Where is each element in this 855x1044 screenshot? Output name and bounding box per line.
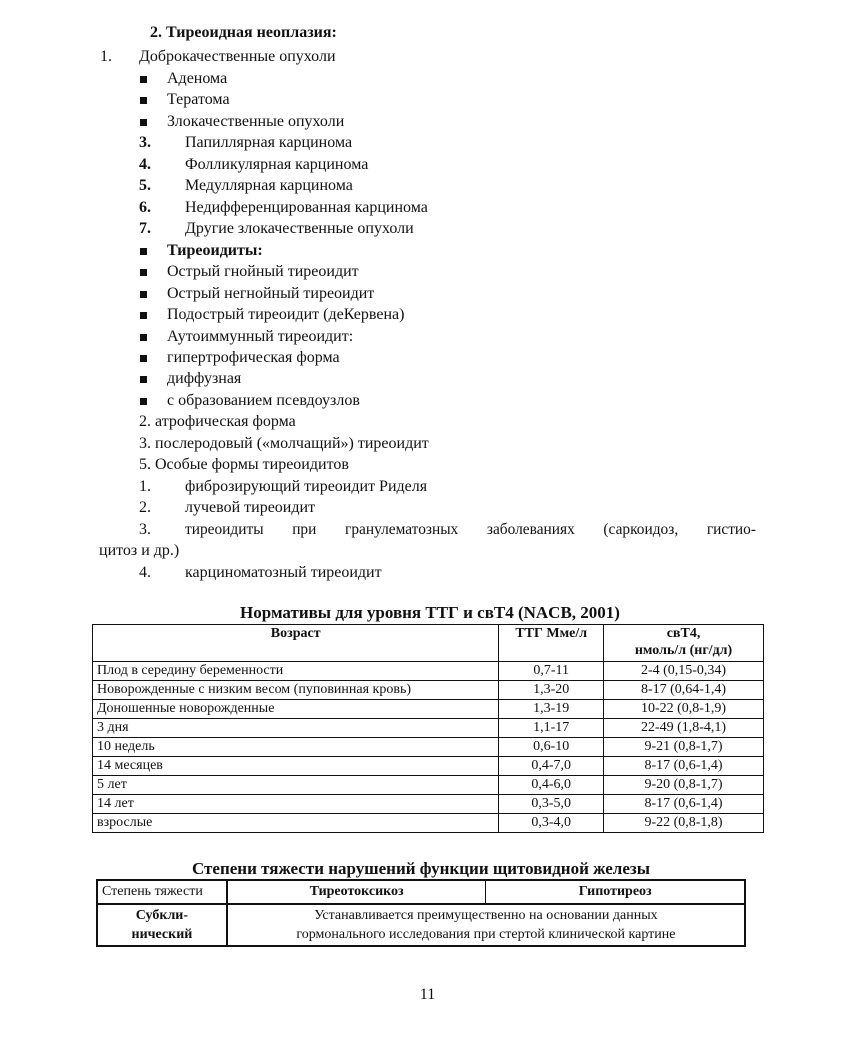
list-item: лучевой тиреоидит xyxy=(185,499,316,516)
list-item: Недифференцированная карцинома xyxy=(185,199,428,216)
table-cell: 0,3-4,0 xyxy=(499,814,604,833)
list-number: 1. xyxy=(100,48,112,65)
list-number: 3. xyxy=(139,134,151,151)
list-item: 5. Особые формы тиреоидитов xyxy=(139,456,349,473)
list-number: 7. xyxy=(139,220,151,237)
table-cell: 8-17 (0,6-1,4) xyxy=(604,795,764,814)
page-number: 11 xyxy=(419,986,436,1003)
table-cell: взрослые xyxy=(93,814,499,833)
list-item: фиброзирующий тиреоидит Риделя xyxy=(185,478,428,495)
table-title: Степени тяжести нарушений функции щитовидной железы xyxy=(192,859,650,878)
table-cell: 8-17 (0,64-1,4) xyxy=(604,681,764,700)
list-item: 3. послеродовый («молчащий») тиреоидит xyxy=(139,435,429,452)
bullet-icon xyxy=(140,76,147,83)
list-number: 4. xyxy=(139,564,151,581)
bullet-icon xyxy=(140,334,147,341)
bullet-item: Острый гнойный тиреоидит xyxy=(139,262,539,282)
table-cell: 0,6-10 xyxy=(499,738,604,757)
list-item-benign: Доброкачественные опухоли xyxy=(139,48,336,65)
table-row xyxy=(93,719,764,738)
table-cell: 14 лет xyxy=(93,795,499,814)
list-item: Папиллярная карцинома xyxy=(185,134,353,151)
table-cell: 10-22 (0,8-1,9) xyxy=(604,700,764,719)
table-cell: 2-4 (0,15-0,34) xyxy=(604,662,764,681)
bullet-icon xyxy=(140,312,147,319)
table-row xyxy=(93,662,764,681)
table-cell: 0,4-7,0 xyxy=(499,757,604,776)
table-row xyxy=(93,757,764,776)
table-cell: 1,3-19 xyxy=(499,700,604,719)
bullet-icon xyxy=(140,248,147,255)
table-cell: 1,1-17 xyxy=(499,719,604,738)
severity-table xyxy=(96,879,746,947)
table-cell: 10 недель xyxy=(93,738,499,757)
table-cell: 0,7-11 xyxy=(499,662,604,681)
table-cell: 0,4-6,0 xyxy=(499,776,604,795)
bullet-icon xyxy=(140,119,147,126)
list-number: 6. xyxy=(139,199,151,216)
section-heading: 2. Тиреоидная неоплазия: xyxy=(150,24,337,41)
table-row xyxy=(93,795,764,814)
table-cell: Субкли- нический xyxy=(97,904,227,946)
norms-table xyxy=(92,624,764,833)
bullet-item: диффузная xyxy=(139,369,539,389)
table-header-row xyxy=(97,880,745,904)
bullet-item: Злокачественные опухоли xyxy=(139,112,439,132)
list-item: Медуллярная карцинома xyxy=(185,177,353,194)
bullet-item: Острый негнойный тиреоидит xyxy=(139,284,539,304)
bullet-icon xyxy=(140,97,147,104)
bullet-item: Тератома xyxy=(139,90,439,110)
column-header-severity: Степень тяжести xyxy=(97,880,227,904)
list-item: Другие злокачественные опухоли xyxy=(185,220,414,237)
bullet-item: гипертрофическая форма xyxy=(139,348,539,368)
bullet-item: Подострый тиреоидит (деКервена) xyxy=(139,305,539,325)
bullet-icon xyxy=(140,291,147,298)
column-header-tsh: ТТГ Мме/л xyxy=(499,625,604,662)
table-cell: 8-17 (0,6-1,4) xyxy=(604,757,764,776)
list-item: 2. атрофическая форма xyxy=(139,413,296,430)
bullet-item: с образованием псевдоузлов xyxy=(139,391,539,411)
table-cell: 9-21 (0,8-1,7) xyxy=(604,738,764,757)
table-cell: 22-49 (1,8-4,1) xyxy=(604,719,764,738)
bullet-item: Аденома xyxy=(139,69,439,89)
bullet-icon xyxy=(140,376,147,383)
table-cell: 9-22 (0,8-1,8) xyxy=(604,814,764,833)
table-cell: 1,3-20 xyxy=(499,681,604,700)
table-row xyxy=(93,814,764,833)
table-header-row xyxy=(93,625,764,662)
list-number: 5. xyxy=(139,177,151,194)
table-row xyxy=(93,700,764,719)
bullet-icon xyxy=(140,269,147,276)
bullet-icon xyxy=(140,355,147,362)
bullet-icon xyxy=(140,398,147,405)
column-header-ft4: свТ4, нмоль/л (нг/дл) xyxy=(604,625,764,662)
list-item: тиреоидиты при гранулематозных заболеваниях (саркоидоз, гистио- xyxy=(185,521,756,538)
table-cell: 9-20 (0,8-1,7) xyxy=(604,776,764,795)
list-number: 4. xyxy=(139,156,151,173)
thyroiditis-heading: Тиреоидиты: xyxy=(167,242,263,259)
table-cell: 5 лет xyxy=(93,776,499,795)
bullet-item xyxy=(139,241,439,261)
list-number: 1. xyxy=(139,478,151,495)
table-row xyxy=(97,904,745,946)
bullet-item: Аутоиммунный тиреоидит: xyxy=(139,327,539,347)
table-title: Нормативы для уровня ТТГ и свТ4 (NACB, 2001) xyxy=(240,603,620,622)
list-item: Фолликулярная карцинома xyxy=(185,156,369,173)
table-cell: Новорожденные с низким весом (пуповинная кровь) xyxy=(93,681,499,700)
table-row xyxy=(93,738,764,757)
table-cell: 0,3-5,0 xyxy=(499,795,604,814)
table-cell: 3 дня xyxy=(93,719,499,738)
list-item-continuation: цитоз и др.) xyxy=(99,542,180,559)
list-number: 3. xyxy=(139,521,151,538)
list-item: карциноматозный тиреоидит xyxy=(185,564,382,581)
column-header-age: Возраст xyxy=(93,625,499,662)
table-row xyxy=(93,681,764,700)
table-cell: Доношенные новорожденные xyxy=(93,700,499,719)
table-cell: 14 месяцев xyxy=(93,757,499,776)
table-cell: Устанавливается преимущественно на основании данных гормонального исследования при стертой клинической картине xyxy=(227,904,745,946)
column-header-thyrotoxicosis: Тиреотоксикоз xyxy=(227,880,486,904)
table-row xyxy=(93,776,764,795)
list-number: 2. xyxy=(139,499,151,516)
table-cell: Плод в середину беременности xyxy=(93,662,499,681)
column-header-hypothyroidism: Гипотиреоз xyxy=(486,880,745,904)
